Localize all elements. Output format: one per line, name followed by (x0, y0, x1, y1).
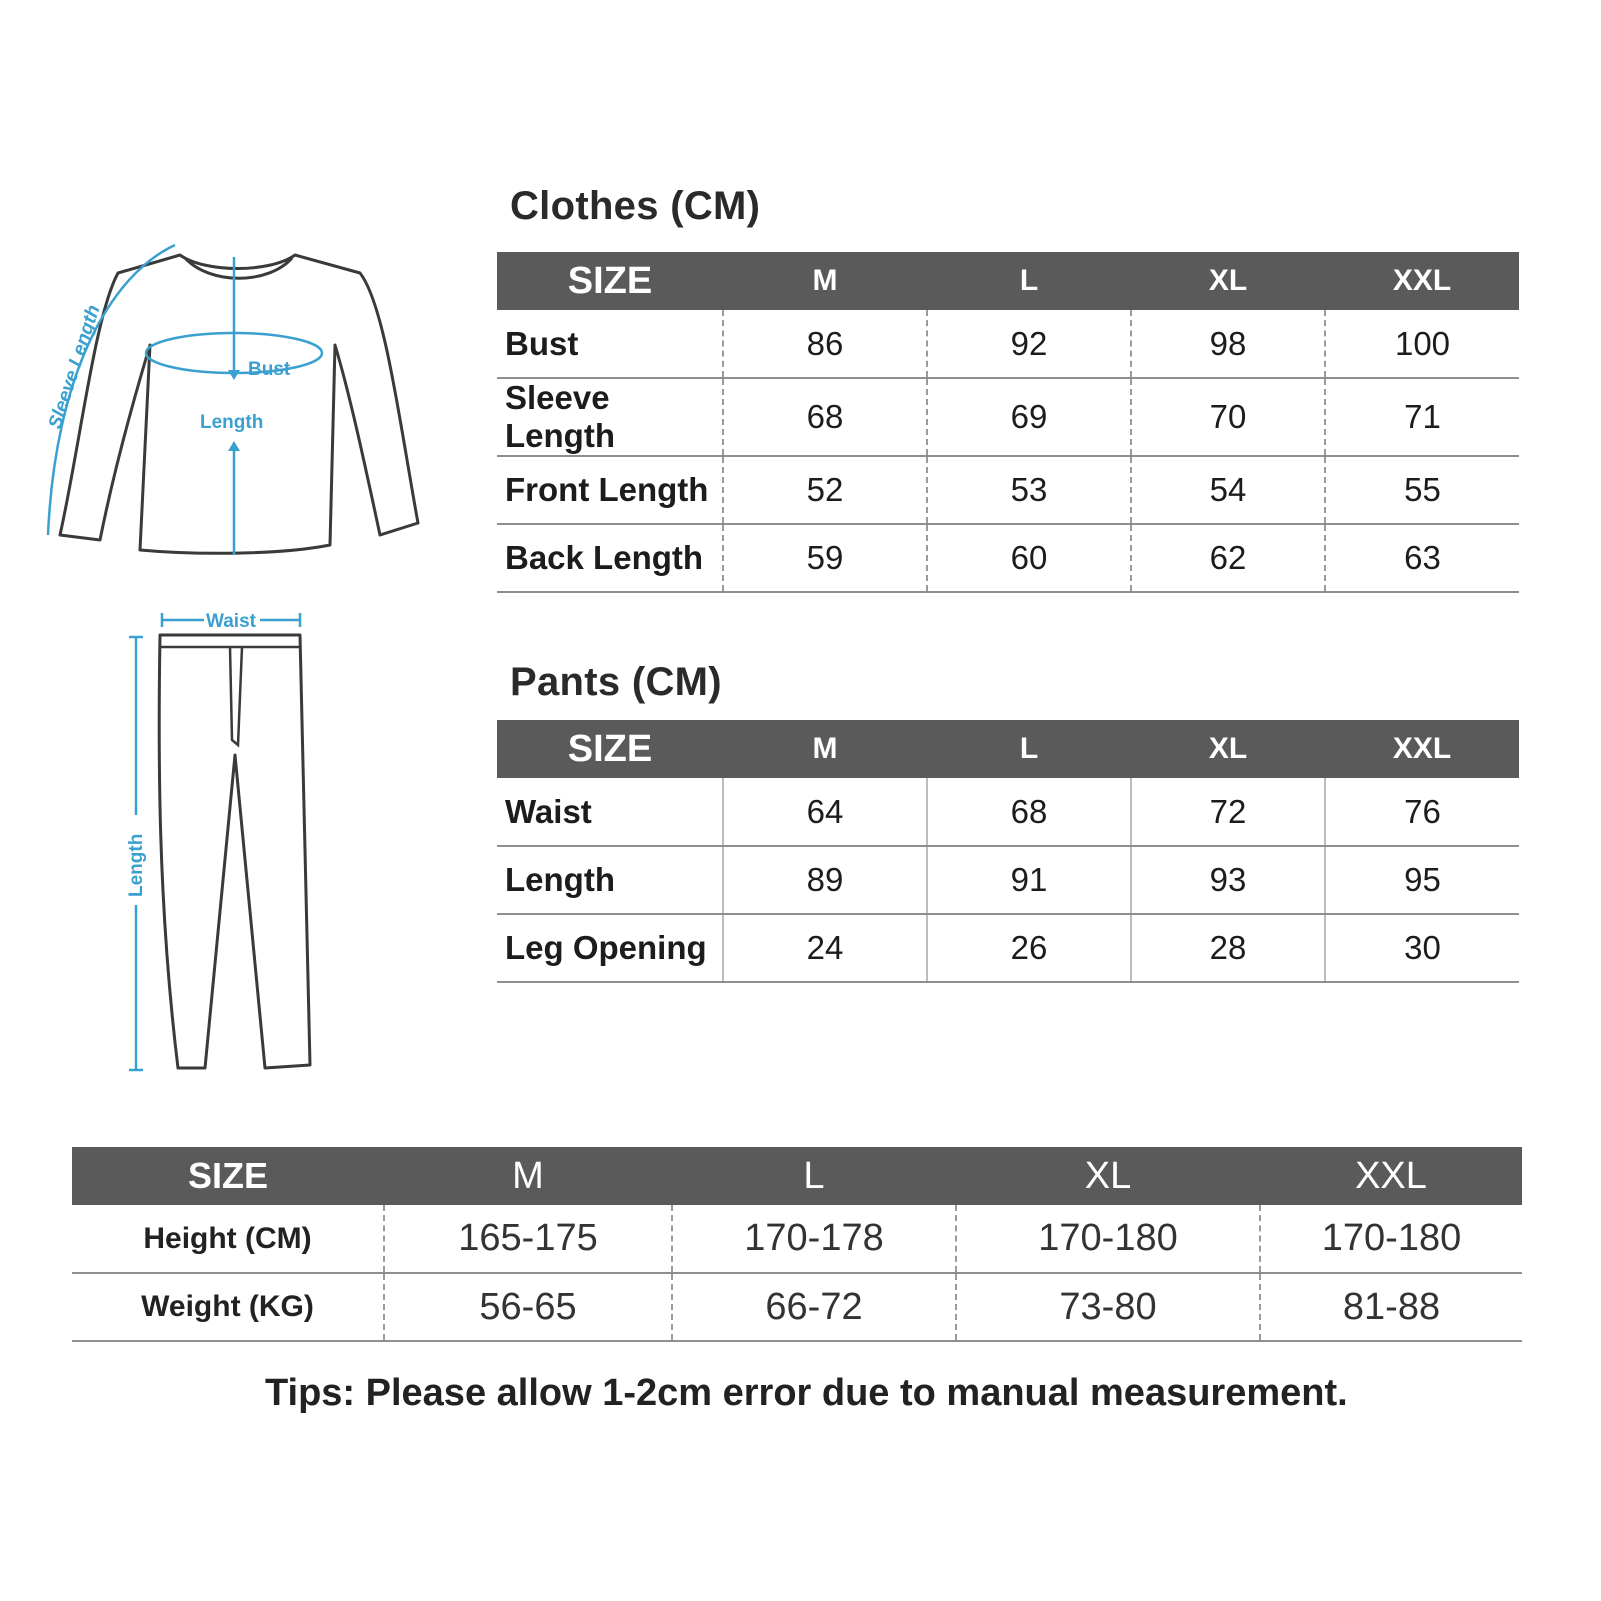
size-l: L (927, 720, 1131, 778)
cell: 63 (1325, 524, 1519, 592)
row-label: Length (497, 846, 723, 914)
cell: 91 (927, 846, 1131, 914)
size-l: L (672, 1147, 956, 1205)
size-m: M (723, 252, 927, 310)
clothes-title: Clothes (CM) (510, 184, 761, 228)
table-row (497, 378, 1519, 456)
cell: 100 (1325, 310, 1519, 378)
cell: 165-175 (384, 1205, 672, 1273)
cell: 92 (927, 310, 1131, 378)
tips-note: Tips: Please allow 1-2cm error due to manual measurement. (265, 1372, 1348, 1414)
row-label: Front Length (497, 456, 723, 524)
sleeve-length-label: Sleeve Length (44, 302, 105, 432)
cell: 30 (1325, 914, 1519, 982)
size-header: SIZE (497, 252, 723, 310)
header-row (497, 720, 1519, 778)
table-row (497, 846, 1519, 914)
cell: 73-80 (956, 1273, 1260, 1341)
cell: 95 (1325, 846, 1519, 914)
size-xxl: XXL (1260, 1147, 1522, 1205)
row-label: Back Length (497, 524, 723, 592)
row-label: Weight (KG) (72, 1273, 384, 1341)
cell: 89 (723, 846, 927, 914)
cell: 52 (723, 456, 927, 524)
size-xl: XL (1131, 720, 1325, 778)
cell: 98 (1131, 310, 1325, 378)
cell: 69 (927, 378, 1131, 456)
row-label: Bust (497, 310, 723, 378)
header-row (72, 1147, 1522, 1205)
cell: 64 (723, 778, 927, 846)
cell: 53 (927, 456, 1131, 524)
arrow-icon (228, 441, 240, 451)
cell: 66-72 (672, 1273, 956, 1341)
row-label: Height (CM) (72, 1205, 384, 1273)
cell: 170-180 (956, 1205, 1260, 1273)
cell: 55 (1325, 456, 1519, 524)
cell: 54 (1131, 456, 1325, 524)
table-row (497, 778, 1519, 846)
fit-size-table (72, 1147, 1522, 1342)
cell: 76 (1325, 778, 1519, 846)
cell: 72 (1131, 778, 1325, 846)
cell: 56-65 (384, 1273, 672, 1341)
size-xl: XL (956, 1147, 1260, 1205)
bust-label: Bust (248, 359, 291, 380)
pants-size-table (497, 720, 1519, 983)
table-row (497, 524, 1519, 592)
cell: 28 (1131, 914, 1325, 982)
shirt-diagram (20, 225, 440, 570)
table-row (497, 310, 1519, 378)
header-row (497, 252, 1519, 310)
cell: 81-88 (1260, 1273, 1522, 1341)
cell: 68 (927, 778, 1131, 846)
table-row (72, 1205, 1522, 1273)
size-m: M (723, 720, 927, 778)
pants-outline (159, 635, 310, 1068)
size-header: SIZE (497, 720, 723, 778)
shirt-length-label: Length (200, 412, 264, 433)
size-xxl: XXL (1325, 720, 1519, 778)
pants-diagram (120, 605, 320, 1085)
waist-label: Waist (206, 611, 256, 632)
table-row (72, 1273, 1522, 1341)
arrow-icon (228, 370, 240, 380)
row-label: Waist (497, 778, 723, 846)
pants-length-label: Length (126, 833, 147, 897)
row-label: Leg Opening (497, 914, 723, 982)
table-row (497, 914, 1519, 982)
cell: 170-178 (672, 1205, 956, 1273)
cell: 170-180 (1260, 1205, 1522, 1273)
cell: 68 (723, 378, 927, 456)
size-header: SIZE (72, 1147, 384, 1205)
pants-title: Pants (CM) (510, 660, 722, 704)
cell: 24 (723, 914, 927, 982)
cell: 70 (1131, 378, 1325, 456)
size-m: M (384, 1147, 672, 1205)
cell: 62 (1131, 524, 1325, 592)
cell: 59 (723, 524, 927, 592)
cell: 93 (1131, 846, 1325, 914)
row-label: Sleeve Length (497, 378, 723, 456)
fly (230, 647, 242, 745)
size-xxl: XXL (1325, 252, 1519, 310)
clothes-size-table (497, 252, 1519, 593)
cell: 26 (927, 914, 1131, 982)
size-xl: XL (1131, 252, 1325, 310)
size-l: L (927, 252, 1131, 310)
table-row (497, 456, 1519, 524)
cell: 86 (723, 310, 927, 378)
cell: 60 (927, 524, 1131, 592)
cell: 71 (1325, 378, 1519, 456)
